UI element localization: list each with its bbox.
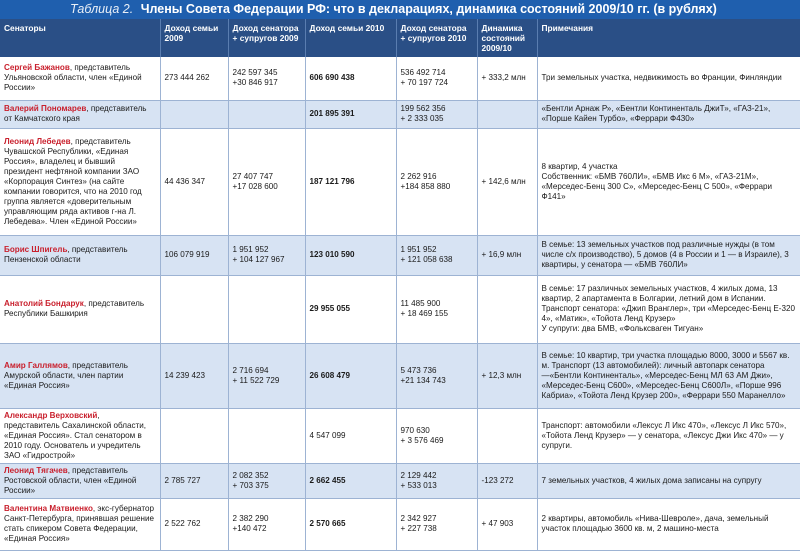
dynamics-cell: -123 272: [477, 463, 537, 498]
income-2009-cell: [160, 100, 228, 128]
col-header-income-2010: Доход семьи 2010: [305, 19, 396, 57]
senator-name: Леонид Тягачев: [4, 465, 68, 475]
dynamics-cell: + 16,9 млн: [477, 235, 537, 275]
notes-cell: [537, 128, 800, 235]
table-row: [0, 100, 800, 128]
table-row: [0, 343, 800, 408]
senator-name: Валерий Пономарев: [4, 104, 87, 113]
individual-2009-senator: 242 597 345: [232, 68, 278, 78]
individual-2010-cell: [396, 463, 477, 498]
senator-name: Амир Галлямов: [4, 360, 68, 370]
note-line: Собственник: «БМВ 760ЛИ», «БМВ Икс 6 М», «ГАЗ-21М», «Мерседес-Бенц 300 С», «Мерседес-Бенц С 500», «Феррари Ф141»: [541, 171, 773, 201]
senator-description: , представитель Ульяновской области, член «Единой России»: [4, 63, 142, 93]
income-2010-cell: 201 895 391: [305, 100, 396, 128]
individual-2009-spouse: + 104 127 967: [232, 255, 285, 264]
individual-2010-cell: [396, 275, 477, 343]
notes-cell: [537, 498, 800, 550]
notes-cell: [537, 408, 800, 463]
table-row: [0, 128, 800, 235]
senator-name: Борис Шпигель: [4, 245, 68, 254]
individual-2010-senator: 2 129 442: [400, 470, 437, 480]
individual-2010-spouse: +21 134 743: [400, 375, 446, 385]
individual-2010-spouse: + 2 333 035: [400, 114, 444, 123]
dynamics-cell: + 47 903: [477, 498, 537, 550]
income-2010-cell: 606 690 438: [305, 57, 396, 100]
individual-2010-cell: [396, 408, 477, 463]
individual-2010-spouse: + 18 469 155: [400, 309, 448, 318]
dynamics-cell: [477, 100, 537, 128]
notes-cell: [537, 57, 800, 100]
senator-cell: [0, 498, 160, 550]
individual-2009-cell: [228, 100, 305, 128]
senator-description: , представитель Сахалинской области, «Единая Россия». Стал сенатором в 2010 году. Основатель и учредитель ЗАО «Гидрострой»: [4, 410, 147, 460]
table-row: [0, 408, 800, 463]
senator-cell: [0, 343, 160, 408]
senator-description: , представитель Чувашской Республики, «Единая Россия», владелец и бывший президент нефтяной компании ЗАО «Корпорация Синтез» (на сайте компании говорится, что на 2010 год группа является «доверительным управляющим ряда активов г-на Л. Лебедева». Член «Единой России»: [4, 136, 142, 226]
individual-2009-senator: 2 716 694: [232, 365, 269, 375]
note-line: Транспорт: автомобили «Лексус Л Икс 470», «Лексус Л Икс 570», «Тойота Ленд Крузер» — у сенатора, «Лексус Джи Икс 470» — у супруги.: [541, 420, 787, 450]
individual-2010-spouse: + 3 576 469: [400, 435, 444, 445]
senator-description: , представитель Республики Башкирия: [4, 299, 145, 318]
note-line: 7 земельных участков, 4 жилых дома записаны на супругу: [541, 475, 762, 485]
individual-2010-spouse: + 70 197 724: [400, 78, 448, 88]
individual-2009-spouse: +140 472: [232, 524, 267, 533]
individual-2010-cell: [396, 128, 477, 235]
table-row: [0, 57, 800, 100]
table-row: [0, 235, 800, 275]
senator-name: Валентина Матвиенко: [4, 504, 93, 513]
income-2009-cell: [160, 275, 228, 343]
income-2010-cell: 4 547 099: [305, 408, 396, 463]
income-2010-cell: 187 121 796: [305, 128, 396, 235]
individual-2010-senator: 11 485 900: [400, 299, 441, 308]
notes-cell: [537, 275, 800, 343]
income-2010-cell: 123 010 590: [305, 235, 396, 275]
individual-2010-cell: [396, 100, 477, 128]
senator-name: Александр Верховский: [4, 410, 98, 420]
note-line: Транспорт сенатора: «Джип Вранглер», три «Мерседес-Бенц Е-320 4», «Матик», «Тойота Ленд Крузер»: [541, 304, 795, 323]
income-2009-cell: 2 522 762: [160, 498, 228, 550]
table-row: [0, 498, 800, 550]
dynamics-cell: + 12,3 млн: [477, 343, 537, 408]
col-header-income-2009: Доход семьи 2009: [160, 19, 228, 57]
individual-2010-cell: [396, 498, 477, 550]
income-2010-cell: 26 608 479: [305, 343, 396, 408]
dynamics-cell: [477, 275, 537, 343]
senator-cell: [0, 128, 160, 235]
individual-2010-spouse: +184 858 880: [400, 181, 451, 191]
senator-description: , экс-губернатор Санкт-Петербурга, принявшая решение стать спикером Совета Федерации, «Единая Россия»: [4, 504, 154, 543]
senator-cell: [0, 235, 160, 275]
individual-2010-senator: 199 562 356: [400, 104, 446, 113]
table-number: Таблица 2.: [70, 2, 134, 16]
notes-cell: [537, 100, 800, 128]
individual-2010-senator: 970 630: [400, 425, 430, 435]
individual-2009-cell: [228, 343, 305, 408]
col-header-notes: Примечания: [537, 19, 800, 57]
individual-2009-senator: 2 082 352: [232, 470, 269, 480]
note-line: 2 квартиры, автомобиль «Нива-Шевроле», дача, земельный участок площадью 3600 кв. м, 2 машино-места: [541, 514, 769, 533]
table-title: [0, 0, 800, 19]
income-2009-cell: 2 785 727: [160, 463, 228, 498]
individual-2009-senator: 2 382 290: [232, 514, 269, 523]
income-2010-cell: 2 570 665: [305, 498, 396, 550]
individual-2009-spouse: +30 846 917: [232, 78, 278, 88]
senator-description: , представитель Амурской области, член партии «Единая Россия»: [4, 360, 128, 390]
senator-cell: [0, 463, 160, 498]
col-header-senators: Сенаторы: [0, 19, 160, 57]
income-2009-cell: 14 239 423: [160, 343, 228, 408]
individual-2010-cell: [396, 343, 477, 408]
table-row: [0, 463, 800, 498]
senator-cell: [0, 57, 160, 100]
notes-cell: [537, 463, 800, 498]
col-header-individual-2010: Доход сенатора + супругов 2010: [396, 19, 477, 57]
income-2010-cell: 2 662 455: [305, 463, 396, 498]
senator-name: Леонид Лебедев: [4, 136, 71, 146]
individual-2010-spouse: + 533 013: [400, 480, 437, 490]
individual-2009-spouse: + 703 375: [232, 480, 269, 490]
individual-2009-cell: [228, 463, 305, 498]
senator-description: , представитель Ростовской области, член «Единой России»: [4, 465, 137, 495]
individual-2010-senator: 1 951 952: [400, 245, 437, 254]
individual-2009-spouse: +17 028 600: [232, 181, 278, 191]
individual-2009-senator: 27 407 747: [232, 171, 274, 181]
income-2010-cell: 29 955 055: [305, 275, 396, 343]
individual-2010-cell: [396, 235, 477, 275]
individual-2009-cell: [228, 498, 305, 550]
col-header-dynamics: Динамика состояний 2009/10: [477, 19, 537, 57]
individual-2010-senator: 5 473 736: [400, 365, 437, 375]
note-line: В семье: 10 квартир, три участка площадью 8000, 3000 и 5567 кв. м. Транспорт (13 автомобилей): личный автопарк сенатора —«Бентли Континенталь», «Мерседес-Бенц МЛ 63 АМ Джи», «Мерседес-Бенц С600», «Мерседес-Бенц С600Л», «Порше 996 Кабриа», «Тойота Ленд Крузер 200», «Феррари 550 Маранелло»: [541, 350, 790, 400]
senator-description: , представитель от Камчатского края: [4, 104, 147, 123]
income-2009-cell: 273 444 262: [160, 57, 228, 100]
table-row: [0, 275, 800, 343]
senator-name: Сергей Бажанов: [4, 63, 70, 73]
individual-2010-spouse: + 121 058 638: [400, 255, 453, 264]
senator-name: Анатолий Бондарук: [4, 299, 84, 308]
senator-cell: [0, 100, 160, 128]
income-2009-cell: [160, 408, 228, 463]
individual-2009-cell: [228, 128, 305, 235]
dynamics-cell: [477, 408, 537, 463]
dynamics-cell: + 333,2 млн: [477, 57, 537, 100]
header-row: [0, 19, 800, 57]
individual-2009-cell: [228, 57, 305, 100]
senator-description: , представитель Пензенской области: [4, 245, 128, 264]
income-2009-cell: 106 079 919: [160, 235, 228, 275]
note-line: «Бентли Арнаж Р», «Бентли Континенталь ДжиТ», «ГАЗ-21»,: [541, 104, 771, 113]
individual-2010-senator: 2 342 927: [400, 514, 437, 523]
individual-2009-spouse: + 11 522 729: [232, 375, 280, 385]
individual-2010-senator: 536 492 714: [400, 68, 446, 78]
note-line: В семье: 17 различных земельных участков, 4 жилых дома, 13 квартир, 2 апартамента в Болгарии, летний дом в Испании.: [541, 284, 778, 303]
col-header-individual-2009: Доход сенатора + супругов 2009: [228, 19, 305, 57]
dynamics-cell: + 142,6 млн: [477, 128, 537, 235]
senator-cell: [0, 408, 160, 463]
income-2009-cell: 44 436 347: [160, 128, 228, 235]
senators-table: [0, 19, 800, 551]
senator-cell: [0, 275, 160, 343]
notes-cell: [537, 235, 800, 275]
individual-2010-cell: [396, 57, 477, 100]
note-line: В семье: 13 земельных участков под различные нужды (в том числе с/х производство), 5 домов (4 в России и 1 — в Израиле), 3 квартиры, у сенатора — «БМВ 760ЛИ»: [541, 240, 789, 269]
individual-2009-senator: 1 951 952: [232, 245, 269, 254]
note-line: 8 квартир, 4 участка: [541, 161, 618, 171]
individual-2010-senator: 2 262 916: [400, 171, 437, 181]
individual-2010-spouse: + 227 738: [400, 524, 437, 533]
table-caption: Члены Совета Федерации РФ: что в декларациях, динамика состояний 2009/10 гг. (в рублях): [140, 2, 717, 16]
individual-2009-cell: [228, 235, 305, 275]
individual-2009-cell: [228, 408, 305, 463]
note-line: У супруги: два БМВ, «Фольксваген Тигуан»: [541, 324, 704, 333]
individual-2009-cell: [228, 275, 305, 343]
notes-cell: [537, 343, 800, 408]
note-line: «Порше Кайен Турбо», «Феррари Ф430»: [541, 114, 695, 123]
note-line: Три земельных участка, недвижимость во Франции, Финляндии: [541, 73, 782, 83]
